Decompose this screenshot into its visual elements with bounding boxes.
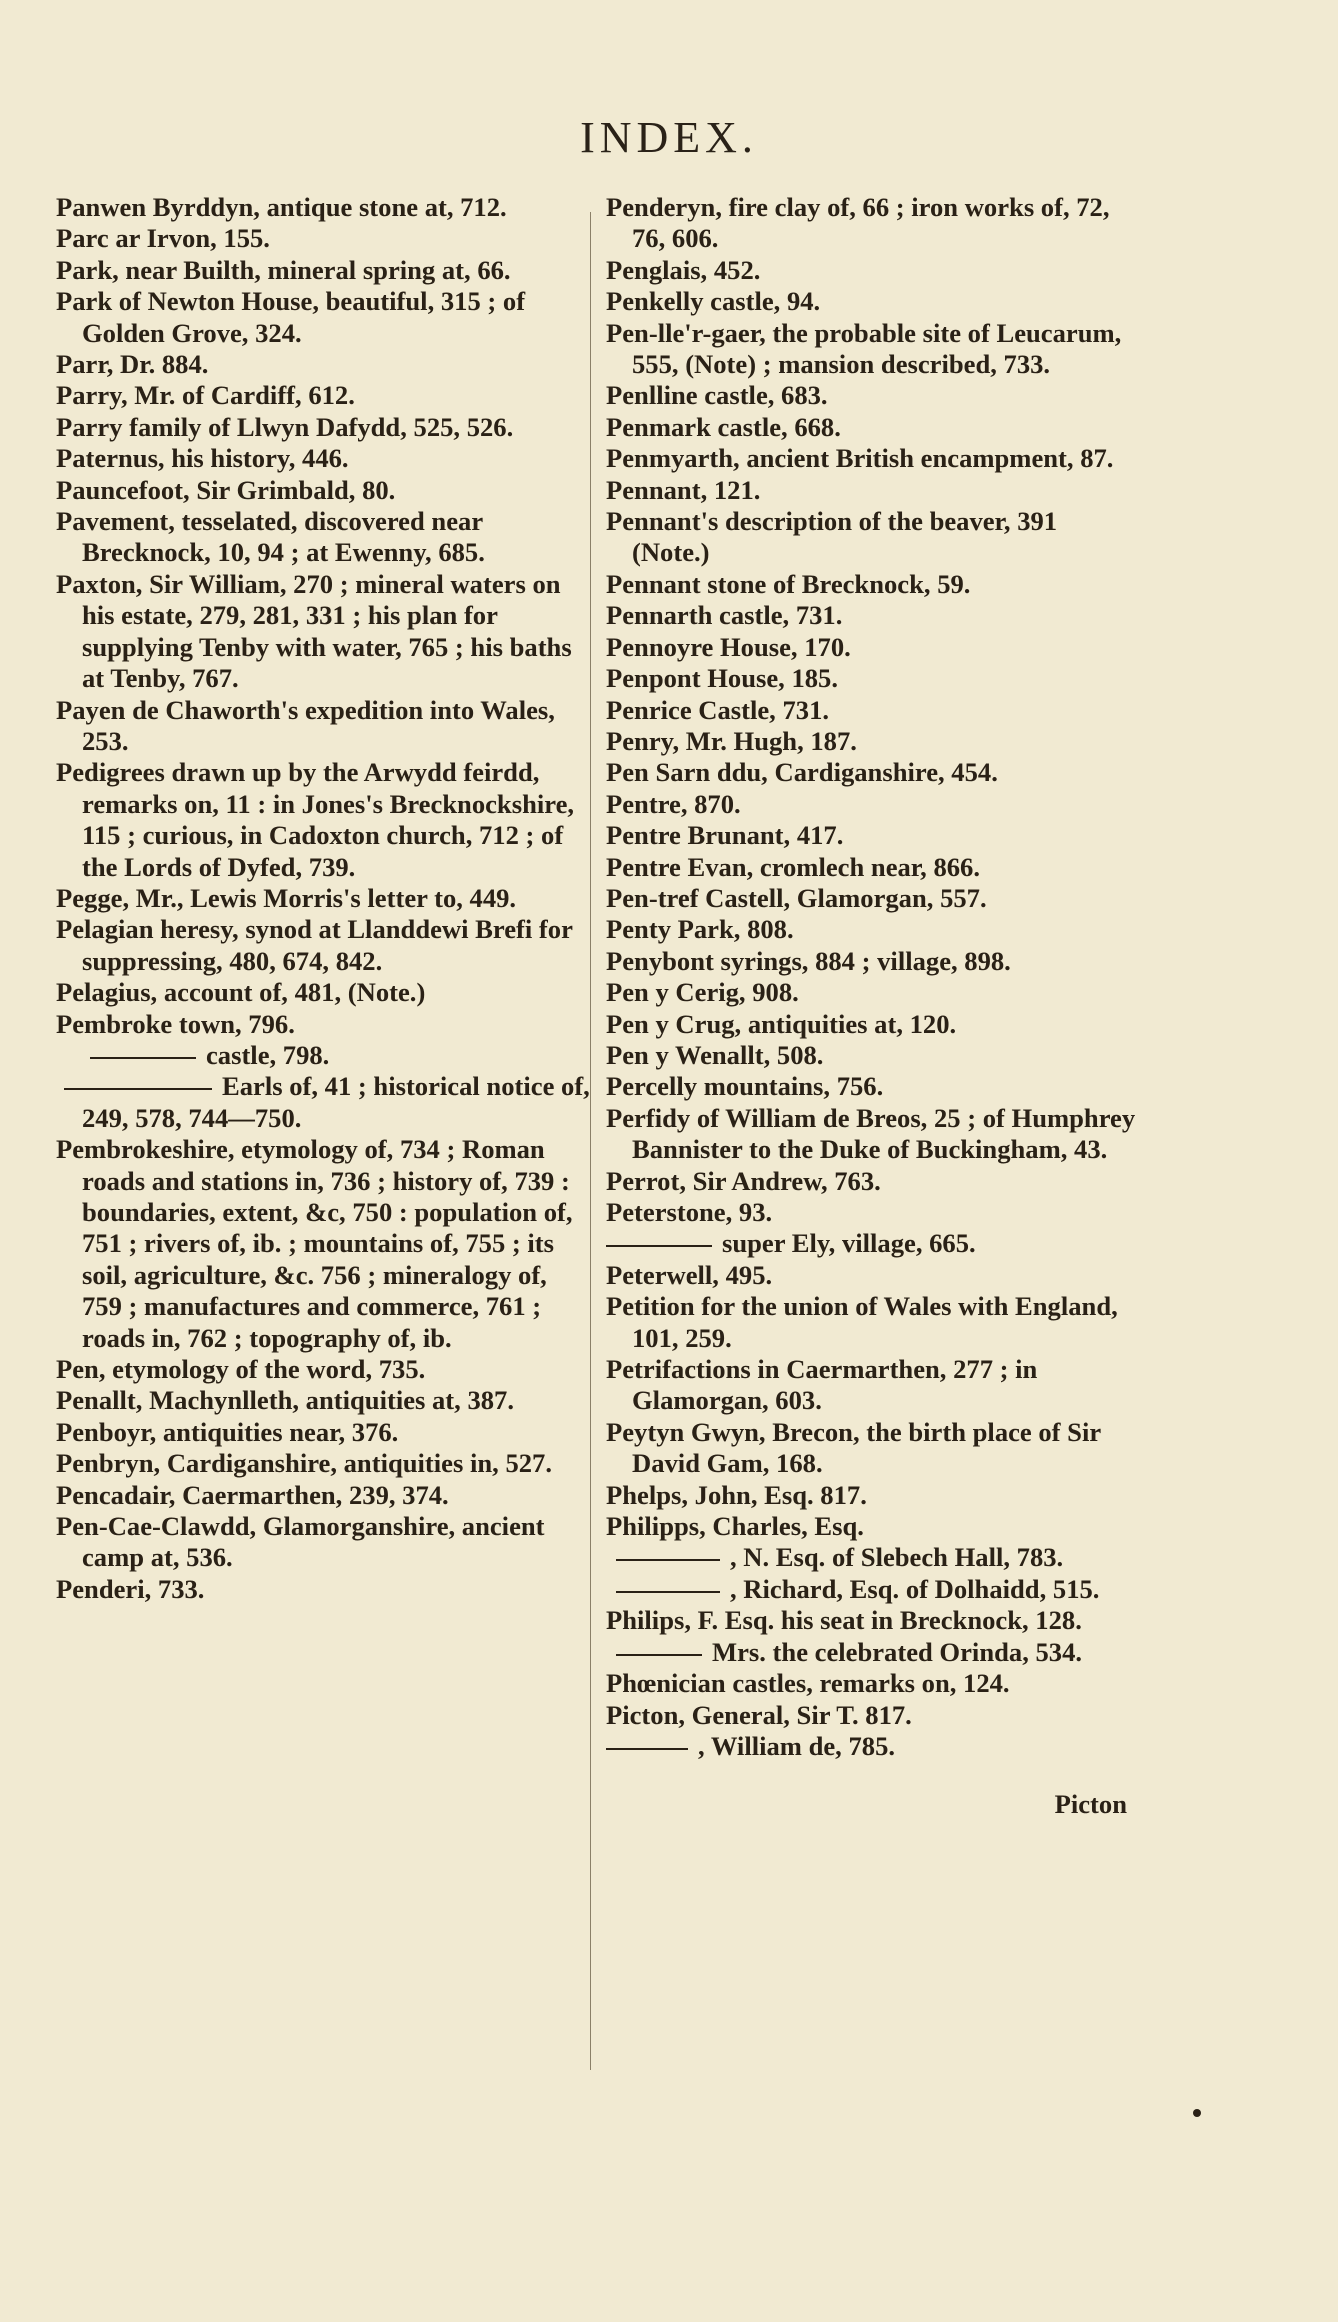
- index-entry: Pentre Brunant, 417.: [606, 820, 844, 851]
- index-entry: Park of Newton House, beautiful, 315 ; of Golden Grove, 324.: [56, 286, 526, 348]
- page-title: INDEX.: [580, 113, 758, 162]
- index-entry-continued: super Ely, village, 665.: [606, 1228, 1141, 1259]
- ditto-dash: [64, 1088, 212, 1090]
- index-entry: Pegge, Mr., Lewis Morris's letter to, 449.: [56, 882, 517, 913]
- index-entry: Pencadair, Caermarthen, 239, 374.: [56, 1479, 449, 1510]
- index-entry: Pen-lle'r-gaer, the probable site of Leucarum, 555, (Note) ; mansion described, 733.: [606, 317, 1122, 380]
- index-entry: Pen-tref Castell, Glamorgan, 557.: [606, 882, 987, 913]
- index-entry: Payen de Chaworth's expedition into Wales, 253.: [56, 694, 555, 756]
- index-entry-continued: , Richard, Esq. of Dolhaidd, 515.: [606, 1574, 1141, 1605]
- index-entry: Petrifactions in Caermarthen, 277 ; in Glamorgan, 603.: [606, 1354, 1038, 1416]
- ditto-dash: [606, 1748, 688, 1750]
- ditto-dash: [606, 1245, 712, 1247]
- index-entry: Pen, etymology of the word, 735.: [56, 1354, 426, 1385]
- index-entry: Penmyarth, ancient British encampment, 87.: [606, 443, 1114, 474]
- index-entry: Penrice Castle, 731.: [606, 694, 830, 725]
- index-entry: Pen-Cae-Clawdd, Glamorganshire, ancient camp at, 536.: [56, 1511, 545, 1573]
- index-entry-continued: Earls of, 41 ; historical notice of, 249, 578, 744—750.: [56, 1071, 591, 1134]
- index-entry: Pentre, 870.: [606, 788, 741, 819]
- index-entry: Parc ar Irvon, 155.: [56, 223, 270, 254]
- index-entry: Penbryn, Cardiganshire, antiquities in, 527.: [56, 1448, 552, 1479]
- index-entry: Petition for the union of Wales with England, 101, 259.: [606, 1291, 1118, 1353]
- index-entry: Pedigrees drawn up by the Arwydd feirdd, remarks on, 11 : in Jones's Brecknockshire, 115 ; curious, in Cadoxton church, 712 ; of the Lords of Dyfed, 739.: [56, 757, 575, 882]
- index-entry: Philipps, Charles, Esq.: [606, 1511, 864, 1542]
- index-entry: Parr, Dr. 884.: [56, 349, 209, 380]
- index-entry: Phœnician castles, remarks on, 124.: [606, 1668, 1010, 1699]
- index-entry: Penderi, 733.: [56, 1573, 205, 1604]
- index-entry: Pelagius, account of, 481, (Note.): [56, 977, 426, 1008]
- index-entry: Pen y Cerig, 908.: [606, 977, 799, 1008]
- index-entry: Penpont House, 185.: [606, 663, 838, 694]
- index-entry: Pennarth castle, 731.: [606, 600, 843, 631]
- index-entry: Pelagian heresy, synod at Llanddewi Brefi for suppressing, 480, 674, 842.: [56, 914, 573, 976]
- index-entry: Park, near Builth, mineral spring at, 66.: [56, 254, 511, 285]
- left-index-column: [56, 192, 591, 1605]
- index-entry: Pavement, tesselated, discovered near Brecknock, 10, 94 ; at Ewenny, 685.: [56, 506, 485, 568]
- index-entry: Phelps, John, Esq. 817.: [606, 1479, 867, 1510]
- index-entry: Penty Park, 808.: [606, 914, 794, 945]
- index-entry: Pennoyre House, 170.: [606, 631, 851, 662]
- index-entry-continued: , William de, 785.: [606, 1731, 1141, 1762]
- ditto-dash: [616, 1559, 720, 1561]
- index-entry: Paternus, his history, 446.: [56, 443, 349, 474]
- index-entry: Pennant stone of Brecknock, 59.: [606, 568, 971, 599]
- index-entry: Pen y Crug, antiquities at, 120.: [606, 1008, 957, 1039]
- index-entry-continued: castle, 798.: [56, 1040, 591, 1071]
- index-entry: Percelly mountains, 756.: [606, 1071, 884, 1102]
- index-entry: Parry family of Llwyn Dafydd, 525, 526.: [56, 411, 514, 442]
- ditto-dash: [616, 1654, 702, 1656]
- index-entry: Penybont syrings, 884 ; village, 898.: [606, 945, 1011, 976]
- index-entry-continued: , N. Esq. of Slebech Hall, 783.: [606, 1542, 1141, 1573]
- index-entry: Perfidy of William de Breos, 25 ; of Humphrey Bannister to the Duke of Buckingham, 43.: [606, 1102, 1136, 1165]
- index-entry: Penmark castle, 668.: [606, 411, 841, 442]
- index-entry: Panwen Byrddyn, antique stone at, 712.: [56, 192, 507, 222]
- index-entry: Pen y Wenallt, 508.: [606, 1039, 824, 1070]
- ditto-dash: [616, 1591, 720, 1593]
- index-entry: Pentre Evan, cromlech near, 866.: [606, 851, 980, 882]
- column-divider: [590, 212, 591, 2070]
- index-entry: Peterstone, 93.: [606, 1197, 773, 1227]
- index-entry: Philips, F. Esq. his seat in Brecknock, 128.: [606, 1605, 1082, 1636]
- index-entry: Penderyn, fire clay of, 66 ; iron works of, 72, 76, 606.: [606, 192, 1110, 254]
- index-entry: Pennant's description of the beaver, 391 (Note.): [606, 506, 1058, 568]
- index-entry: Penallt, Machynlleth, antiquities at, 387.: [56, 1385, 515, 1416]
- index-entry: Picton, General, Sir T. 817.: [606, 1699, 912, 1730]
- index-entry: Perrot, Sir Andrew, 763.: [606, 1165, 881, 1196]
- right-index-column: [606, 192, 1141, 1847]
- index-entry: Penkelly castle, 94.: [606, 286, 821, 317]
- index-entry: Penry, Mr. Hugh, 187.: [606, 725, 857, 756]
- index-entry: Penglais, 452.: [606, 254, 761, 285]
- index-entry: Parry, Mr. of Cardiff, 612.: [56, 380, 355, 411]
- index-entry-continued: Mrs. the celebrated Orinda, 534.: [606, 1637, 1141, 1668]
- index-entry: Paxton, Sir William, 270 ; mineral waters on his estate, 279, 281, 331 ; his plan for supplying Tenby with water, 765 ; his baths at Tenby, 767.: [56, 568, 572, 694]
- index-entry: Pembroke town, 796.: [56, 1008, 295, 1039]
- index-entry: Pauncefoot, Sir Grimbald, 80.: [56, 474, 396, 505]
- ditto-dash: [90, 1057, 196, 1059]
- index-entry: Pen Sarn ddu, Cardiganshire, 454.: [606, 757, 998, 788]
- ink-speck: [1193, 2109, 1201, 2117]
- index-entry: Penboyr, antiquities near, 376.: [56, 1416, 399, 1447]
- index-entry: Peterwell, 495.: [606, 1259, 773, 1290]
- index-entry: Penlline castle, 683.: [606, 380, 828, 411]
- catchword: Picton: [1054, 1788, 1127, 1819]
- index-entry: Peytyn Gwyn, Brecon, the birth place of Sir David Gam, 168.: [606, 1416, 1101, 1479]
- index-entry: Pennant, 121.: [606, 474, 761, 505]
- index-entry: Pembrokeshire, etymology of, 734 ; Roman roads and stations in, 736 ; history of, 739 : boundaries, extent, &c, 750 : population of, 751 ; rivers of, ib. ; mountains of, 755 ; its soil, agriculture, &c. 756 ; mineralogy of, 759 ; manufactures and commerce, 761 ; roads in, 762 ; topography of, ib.: [56, 1134, 573, 1353]
